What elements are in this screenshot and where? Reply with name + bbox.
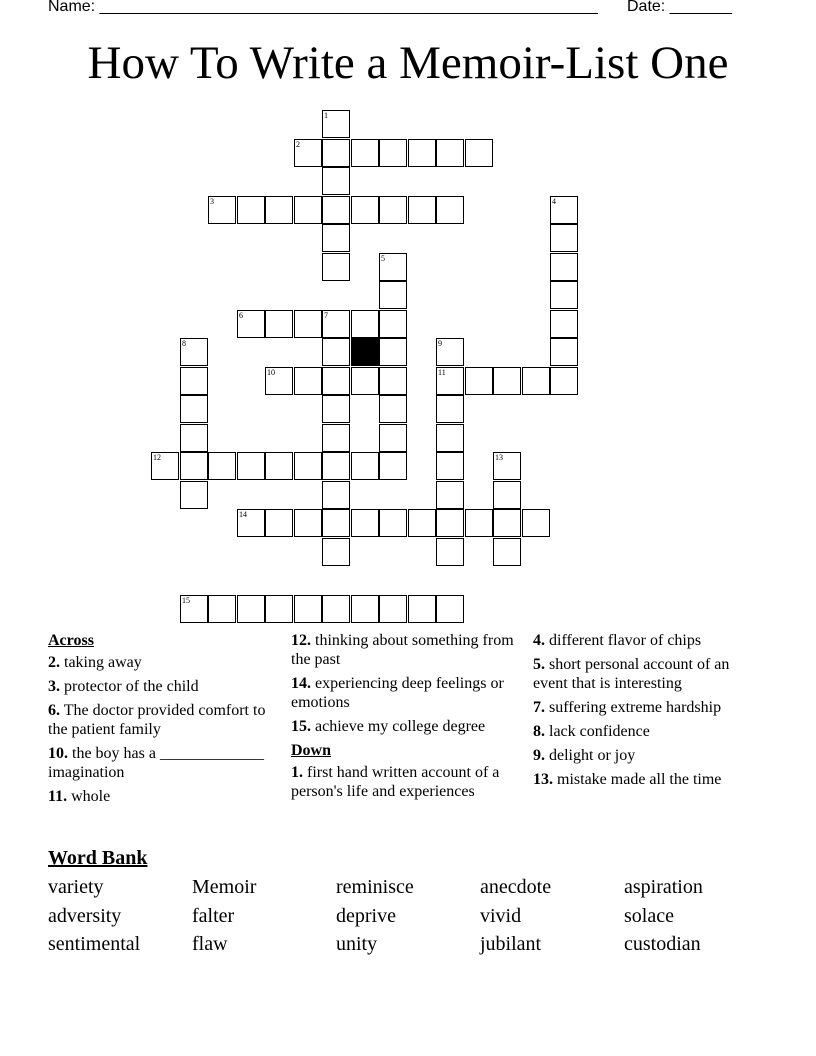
crossword-cell[interactable] bbox=[294, 509, 322, 537]
cell-number: 1 bbox=[324, 111, 328, 120]
clue-across-3: 3. protector of the child bbox=[48, 678, 199, 695]
word-bank-word: variety bbox=[48, 876, 104, 898]
clue-across-14: 14. experiencing deep feelings or emotions bbox=[291, 675, 504, 711]
crossword-cell[interactable] bbox=[322, 196, 350, 224]
crossword-cell[interactable] bbox=[322, 538, 350, 566]
crossword-cell[interactable] bbox=[265, 310, 293, 338]
crossword-cell[interactable] bbox=[379, 196, 407, 224]
word-bank-word: solace bbox=[624, 905, 674, 927]
cell-number: 11 bbox=[438, 368, 446, 377]
crossword-cell[interactable] bbox=[522, 367, 550, 395]
crossword-cell[interactable] bbox=[436, 367, 464, 395]
word-bank-word: jubilant bbox=[480, 933, 542, 955]
word-bank-word: falter bbox=[192, 905, 235, 927]
crossword-cell[interactable] bbox=[550, 310, 578, 338]
crossword-cell[interactable] bbox=[208, 595, 236, 623]
crossword-cell[interactable] bbox=[379, 509, 407, 537]
crossword-cell[interactable] bbox=[265, 452, 293, 480]
crossword-cell[interactable] bbox=[180, 452, 208, 480]
clue-down-4: 4. different flavor of chips bbox=[533, 632, 702, 649]
crossword-cell[interactable] bbox=[294, 310, 322, 338]
crossword-cell[interactable] bbox=[322, 167, 350, 195]
crossword-cell[interactable] bbox=[379, 338, 407, 366]
crossword-cell[interactable] bbox=[351, 509, 379, 537]
crossword-cell[interactable] bbox=[436, 196, 464, 224]
cell-number: 5 bbox=[381, 254, 385, 263]
crossword-cell[interactable] bbox=[550, 338, 578, 366]
crossword-cell[interactable] bbox=[351, 196, 379, 224]
word-bank-word: custodian bbox=[624, 933, 701, 955]
crossword-cell[interactable] bbox=[180, 481, 208, 509]
crossword-cell[interactable] bbox=[322, 139, 350, 167]
clue-across-10: 10. the boy has a _____________ imagination bbox=[48, 745, 264, 781]
crossword-cell[interactable] bbox=[322, 424, 350, 452]
crossword-cell[interactable] bbox=[436, 509, 464, 537]
crossword-cell[interactable] bbox=[436, 481, 464, 509]
cell-number: 6 bbox=[239, 311, 243, 320]
clue-down-13: 13. mistake made all the time bbox=[533, 771, 722, 788]
cell-number: 14 bbox=[239, 510, 247, 519]
word-bank-word: adversity bbox=[48, 905, 122, 927]
clue-down-1: 1. first hand written account of a person's life and experiences bbox=[291, 764, 500, 800]
crossword-cell[interactable] bbox=[436, 595, 464, 623]
crossword-cell[interactable] bbox=[408, 139, 436, 167]
crossword-cell[interactable] bbox=[351, 595, 379, 623]
word-bank-word: Memoir bbox=[192, 876, 257, 898]
cell-number: 2 bbox=[296, 140, 300, 149]
crossword-cell[interactable] bbox=[151, 452, 179, 480]
crossword-cell[interactable] bbox=[436, 424, 464, 452]
crossword-cell[interactable] bbox=[351, 139, 379, 167]
crossword-cell[interactable] bbox=[322, 253, 350, 281]
word-bank-word: vivid bbox=[480, 905, 522, 927]
date-field[interactable]: Date: _______ bbox=[627, 0, 732, 15]
crossword-cell[interactable] bbox=[265, 196, 293, 224]
crossword-cell[interactable] bbox=[322, 452, 350, 480]
crossword-cell[interactable] bbox=[379, 281, 407, 309]
crossword-cell[interactable] bbox=[180, 367, 208, 395]
cell-number: 3 bbox=[210, 197, 214, 206]
crossword-cell[interactable] bbox=[180, 395, 208, 423]
crossword-cell[interactable] bbox=[322, 367, 350, 395]
clue-across-11: 11. whole bbox=[48, 788, 111, 805]
crossword-cell[interactable] bbox=[265, 367, 293, 395]
across-heading: Across bbox=[48, 632, 94, 649]
crossword-cell[interactable] bbox=[493, 509, 521, 537]
crossword-cell[interactable] bbox=[379, 310, 407, 338]
crossword-cell[interactable] bbox=[322, 224, 350, 252]
crossword-cell[interactable] bbox=[493, 452, 521, 480]
crossword-cell[interactable] bbox=[351, 310, 379, 338]
crossword-cell[interactable] bbox=[294, 452, 322, 480]
crossword-cell[interactable] bbox=[493, 538, 521, 566]
word-bank-word: unity bbox=[336, 933, 378, 955]
crossword-cell[interactable] bbox=[379, 595, 407, 623]
crossword-cell[interactable] bbox=[379, 452, 407, 480]
crossword-black-cell bbox=[351, 338, 379, 366]
clue-across-12: 12. thinking about something from the past bbox=[291, 632, 514, 668]
crossword-cell[interactable] bbox=[294, 595, 322, 623]
clue-across-15: 15. achieve my college degree bbox=[291, 718, 486, 735]
crossword-cell[interactable] bbox=[237, 509, 265, 537]
cell-number: 13 bbox=[495, 453, 503, 462]
crossword-cell[interactable] bbox=[322, 338, 350, 366]
word-bank-word: reminisce bbox=[336, 876, 414, 898]
crossword-cell[interactable] bbox=[208, 452, 236, 480]
crossword-cell[interactable] bbox=[180, 595, 208, 623]
clue-down-7: 7. suffering extreme hardship bbox=[533, 699, 722, 716]
crossword-cell[interactable] bbox=[379, 139, 407, 167]
crossword-cell[interactable] bbox=[180, 338, 208, 366]
crossword-cell[interactable] bbox=[294, 139, 322, 167]
crossword-cell[interactable] bbox=[322, 310, 350, 338]
cell-number: 12 bbox=[153, 453, 161, 462]
crossword-cell[interactable] bbox=[379, 424, 407, 452]
crossword-cell[interactable] bbox=[322, 481, 350, 509]
word-bank-word: anecdote bbox=[480, 876, 552, 898]
crossword-cell[interactable] bbox=[465, 367, 493, 395]
crossword-cell[interactable] bbox=[550, 253, 578, 281]
clue-down-8: 8. lack confidence bbox=[533, 723, 650, 740]
cell-number: 9 bbox=[438, 339, 442, 348]
crossword-cell[interactable] bbox=[465, 139, 493, 167]
crossword-cell[interactable] bbox=[436, 139, 464, 167]
word-bank-word: deprive bbox=[336, 905, 396, 927]
crossword-cell[interactable] bbox=[408, 595, 436, 623]
crossword-cell[interactable] bbox=[493, 481, 521, 509]
clues-column-3 bbox=[533, 631, 748, 794]
crossword-cell[interactable] bbox=[294, 367, 322, 395]
crossword-cell[interactable] bbox=[322, 395, 350, 423]
word-bank-word: sentimental bbox=[48, 933, 141, 955]
crossword-cell[interactable] bbox=[208, 196, 236, 224]
crossword-cell[interactable] bbox=[408, 196, 436, 224]
crossword-cell[interactable] bbox=[550, 224, 578, 252]
crossword-cell[interactable] bbox=[493, 367, 521, 395]
cell-number: 7 bbox=[324, 311, 328, 320]
crossword-cell[interactable] bbox=[237, 310, 265, 338]
crossword-cell[interactable] bbox=[322, 110, 350, 138]
clue-down-5: 5. short personal account of an event that is interesting bbox=[533, 656, 730, 692]
crossword-cell[interactable] bbox=[351, 452, 379, 480]
crossword-cell[interactable] bbox=[237, 452, 265, 480]
crossword-cell[interactable] bbox=[465, 509, 493, 537]
word-bank-title: Word Bank bbox=[48, 847, 148, 869]
crossword-cell[interactable] bbox=[265, 595, 293, 623]
crossword-cell[interactable] bbox=[237, 196, 265, 224]
clue-down-9: 9. delight or joy bbox=[533, 747, 636, 764]
word-bank-word: aspiration bbox=[624, 876, 703, 898]
crossword-cell[interactable] bbox=[322, 595, 350, 623]
crossword-cell[interactable] bbox=[351, 367, 379, 395]
crossword-cell[interactable] bbox=[322, 509, 350, 537]
clues-column-1 bbox=[48, 631, 270, 811]
crossword-cell[interactable] bbox=[294, 196, 322, 224]
clue-across-6: 6. The doctor provided comfort to the patient family bbox=[48, 702, 266, 738]
crossword-cell[interactable] bbox=[436, 538, 464, 566]
cell-number: 10 bbox=[267, 368, 275, 377]
crossword-cell[interactable] bbox=[408, 509, 436, 537]
crossword-cell[interactable] bbox=[522, 509, 550, 537]
name-field[interactable]: Name: ________________________________________________________ bbox=[48, 0, 598, 15]
cell-number: 8 bbox=[182, 339, 186, 348]
clue-across-2: 2. taking away bbox=[48, 654, 142, 671]
crossword-cell[interactable] bbox=[436, 452, 464, 480]
crossword-cell[interactable] bbox=[379, 395, 407, 423]
crossword-cell[interactable] bbox=[379, 253, 407, 281]
crossword-cell[interactable] bbox=[436, 338, 464, 366]
cell-number: 15 bbox=[182, 596, 190, 605]
word-bank-word: flaw bbox=[192, 933, 228, 955]
crossword-cell[interactable] bbox=[379, 367, 407, 395]
crossword-cell[interactable] bbox=[550, 281, 578, 309]
crossword-cell[interactable] bbox=[550, 367, 578, 395]
crossword-cell[interactable] bbox=[180, 424, 208, 452]
crossword-cell[interactable] bbox=[265, 509, 293, 537]
cell-number: 4 bbox=[552, 197, 556, 206]
crossword-cell[interactable] bbox=[237, 595, 265, 623]
page-title: How To Write a Memoir-List One bbox=[87, 37, 729, 89]
down-heading: Down bbox=[291, 742, 332, 759]
crossword-cell[interactable] bbox=[436, 395, 464, 423]
clues-column-2 bbox=[291, 631, 516, 806]
crossword-cell[interactable] bbox=[550, 196, 578, 224]
